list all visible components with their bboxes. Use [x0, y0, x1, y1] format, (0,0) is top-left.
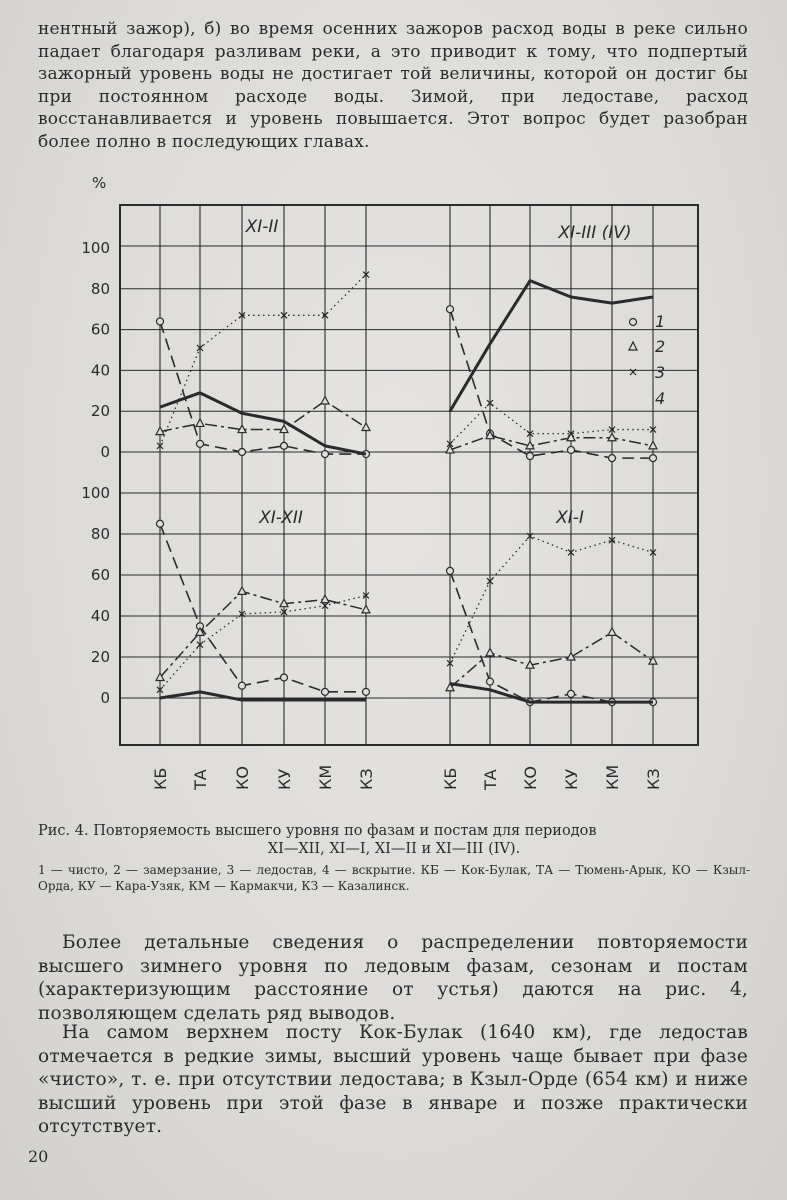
x-tick-label: КМ [316, 764, 335, 790]
y-tick-label: 0 [100, 443, 110, 461]
y-tick-label: 40 [90, 361, 110, 380]
data-point-circle [322, 451, 329, 458]
y-tick-label: 80 [90, 279, 110, 298]
page-number: 20 [28, 1147, 49, 1166]
top-paragraph: нентный зажор), б) во время осенних зажоров расход воды в реке сильно падает благодаря разливам реки, а это приводит к тому, что подпертый зажорный уровень воды не достигает той величины, которой он достиг бы при постоянном расходе воды. Зимой, при ледоставе, расход восстанавливается и уровень повышается. Этот вопрос будет разобран более полно в последующих главах. [38, 19, 748, 152]
y-tick-label: 100 [81, 239, 110, 257]
series-2-line [450, 632, 653, 687]
series-2-line [450, 436, 653, 450]
x-tick-label: КЗ [357, 768, 376, 790]
x-tick-label: ТА [481, 769, 500, 790]
legend-marker-circle [630, 319, 637, 326]
series-3-line [160, 275, 366, 446]
data-point-triangle [362, 605, 370, 613]
data-point-circle [157, 520, 164, 527]
x-tick-label: КЗ [644, 768, 663, 790]
y-tick-label: 100 [81, 484, 110, 502]
panel-title: XI-II [245, 217, 279, 237]
x-tick-label: ТА [191, 769, 210, 790]
series-1-line [450, 309, 653, 458]
legend-label: 1 [655, 312, 666, 331]
data-point-triangle [649, 657, 657, 665]
x-tick-label: КУ [275, 768, 294, 790]
data-point-triangle [649, 441, 657, 449]
series-3-line [450, 403, 653, 444]
panel-title: XI-XII [259, 508, 303, 528]
data-point-circle [527, 453, 534, 460]
series-1-line [160, 524, 366, 692]
data-point-circle [157, 318, 164, 325]
data-point-circle [281, 442, 288, 449]
body-paragraph-2: На самом верхнем посту Кок-Булак (1640 км), где ледостав отмечается в редкие зимы, высший уровень чаще бывает при фазе «чисто», т. е. при отсутствии ледостава; в Кзыл-Орде (654 км) и ниже высший уровень при этой фазе в январе и позже практически отсутствует. [38, 1022, 748, 1137]
legend-marker-triangle [629, 342, 637, 350]
panel-title: XI-I [556, 508, 584, 528]
data-point-triangle [567, 653, 575, 661]
y-tick-label: 20 [90, 402, 110, 421]
y-tick-label: 80 [90, 525, 110, 543]
series-4-line [160, 692, 366, 700]
y-tick-label: 60 [90, 566, 110, 584]
data-point-circle [650, 455, 657, 462]
data-point-triangle [321, 397, 329, 405]
data-point-triangle [608, 628, 616, 636]
series-1-line [160, 321, 366, 454]
data-point-circle [363, 688, 370, 695]
x-tick-label: КУ [562, 768, 581, 790]
data-point-triangle [238, 587, 246, 595]
caption-line-1: Рис. 4. Повторяемость высшего уровня по фазам и постам для периодов [38, 823, 597, 839]
data-point-triangle [321, 595, 329, 603]
series-4-line [450, 684, 653, 702]
y-tick-label: 40 [90, 607, 110, 625]
series-4-line [160, 393, 366, 454]
caption-line-2: XI—XII, XI—I, XI—II и XI—III (IV). [267, 841, 521, 857]
series-3-line [450, 536, 653, 663]
x-tick-label: КМ [603, 764, 622, 790]
legend-label: 2 [655, 337, 666, 356]
data-point-circle [487, 678, 494, 685]
y-unit-label: % [92, 174, 107, 192]
body-paragraph-1: Более детальные сведения о распределении повторяемости высшего зимнего уровня по ледовым фазам, сезонам и постам (характеризующим расстояние от устья) даются на рис. 4, позволяющем сделать ряд выводов. [38, 932, 748, 1024]
series-4-line [450, 281, 653, 412]
data-point-circle [609, 455, 616, 462]
series-2-line [160, 591, 366, 677]
y-tick-label: 20 [90, 648, 110, 666]
x-tick-label: КО [521, 766, 540, 790]
data-point-circle [239, 682, 246, 689]
data-point-triangle [196, 419, 204, 427]
data-point-circle [322, 688, 329, 695]
data-point-circle [447, 306, 454, 313]
y-tick-label: 60 [90, 320, 110, 339]
x-tick-label: КБ [441, 767, 460, 790]
chart-frame [120, 205, 698, 745]
legend-label: 3 [655, 363, 666, 382]
panel-title: XI-III (IV) [558, 223, 632, 243]
data-point-circle [447, 567, 454, 574]
data-point-circle [568, 690, 575, 697]
data-point-circle [568, 446, 575, 453]
data-point-triangle [362, 423, 370, 431]
data-point-circle [281, 674, 288, 681]
data-point-triangle [486, 648, 494, 656]
legend-label: 4 [655, 389, 666, 408]
series-1-line [450, 571, 653, 702]
y-tick-label: 0 [100, 689, 110, 707]
x-tick-label: КО [233, 766, 252, 790]
data-point-circle [239, 449, 246, 456]
caption-legend: 1 — чисто, 2 — замерзание, 3 — ледостав, 4 — вскрытие. КБ — Кок-Булак, ТА — Тюмень-Арык, КО — Кзыл-Орда, КУ — Кара-Узяк, КМ — Кармакчи, КЗ — Казалинск. [38, 863, 750, 893]
x-tick-label: КБ [151, 767, 170, 790]
figure-caption [38, 822, 750, 858]
data-point-circle [197, 440, 204, 447]
